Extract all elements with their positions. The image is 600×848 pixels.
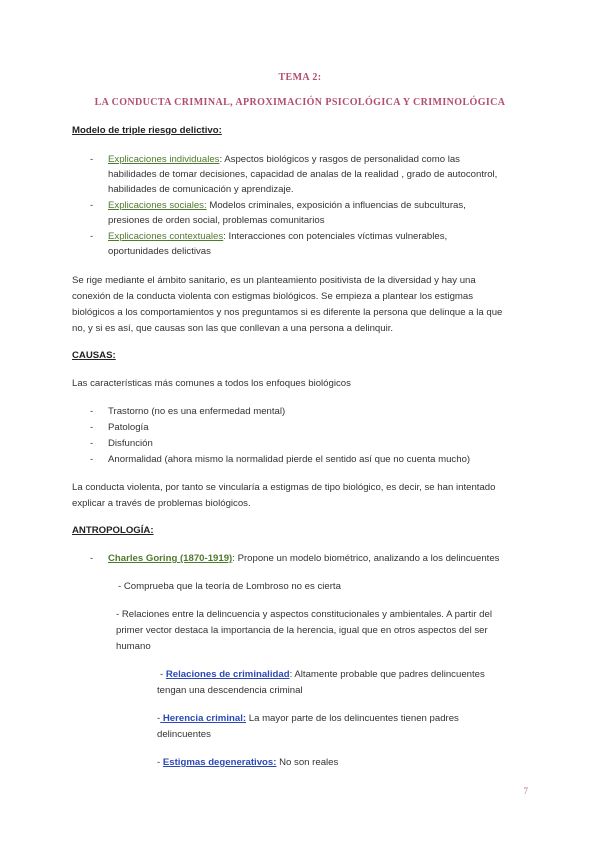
modelo-item-1 <box>108 152 460 168</box>
modelo-item-1-text: : Aspectos biológicos y rasgos de personalidad como las <box>219 154 460 165</box>
bullet-dash: - <box>90 154 94 165</box>
goring-item <box>108 551 499 567</box>
bullet-dash: - <box>157 713 161 724</box>
bullet-dash: - <box>90 406 94 417</box>
relaciones-criminalidad-item <box>160 667 485 683</box>
modelo-item-1-line3: habilidades de comunicación y aprendizaje. <box>108 184 294 195</box>
estigmas-degenerativos-item <box>157 755 338 771</box>
herencia-criminal-link[interactable]: Herencia criminal: <box>160 713 247 724</box>
herencia-criminal-line2: delincuentes <box>157 729 211 740</box>
document-title: LA CONDUCTA CRIMINAL, APROXIMACIÓN PSICOLÓGICA Y CRIMINOLÓGICA <box>94 97 506 108</box>
relaciones-criminalidad-text: : Altamente probable que padres delincuentes <box>289 669 485 680</box>
modelo-item-1-line2: habilidades de tomar decisiones, capacidad de analas de la realidad , grado de autocontrol, <box>108 169 498 180</box>
estigmas-degenerativos-text: No son reales <box>276 757 339 768</box>
bullet-dash: - <box>90 422 94 433</box>
paragraph-1-line3: biológicos a los comportamientos y nos preguntamos si es diferente la persona que delinque a la que <box>72 307 503 318</box>
causas-item-disfuncion: Disfunción <box>108 438 153 449</box>
goring-sub-relaciones-line1: - Relaciones entre la delincuencia y aspectos constitucionales y ambientales. A partir del <box>116 609 492 620</box>
bullet-dash: - <box>90 454 94 465</box>
causas-paragraph-line1: La conducta violenta, por tanto se vincularía a estigmas de tipo biológico, es decir, se han intentado <box>72 482 496 493</box>
relaciones-criminalidad-line2: tengan una descendencia criminal <box>157 685 303 696</box>
bullet-dash: - <box>157 757 161 768</box>
modelo-item-3-line2: oportunidades delictivas <box>108 246 211 257</box>
goring-text: : Propone un modelo biométrico, analizando a los delincuentes <box>232 553 500 564</box>
tema-label: TEMA 2: <box>278 72 322 83</box>
bullet-dash: - <box>90 200 94 211</box>
paragraph-1-line1: Se rige mediante el ámbito sanitario, es un planteamiento positivista de la diversidad y hay una <box>72 275 476 286</box>
goring-sub-relaciones-line3: humano <box>116 641 151 652</box>
bullet-dash: - <box>90 438 94 449</box>
causas-item-trastorno: Trastorno (no es una enfermedad mental) <box>108 406 286 417</box>
modelo-item-3 <box>108 229 447 245</box>
modelo-item-3-text: : Interacciones con potenciales víctimas vulnerables, <box>223 231 448 242</box>
goring-sub-relaciones-line2: primer vector destaca la importancia de la herencia, igual que en otros aspectos del ser <box>116 625 488 636</box>
bullet-dash: - <box>90 553 94 564</box>
modelo-item-2 <box>108 198 466 214</box>
modelo-item-2-line2: presiones de orden social, problemas comunitarios <box>108 215 325 226</box>
modelo-item-2-text: Modelos criminales, exposición a influencias de subculturas, <box>206 200 466 211</box>
relaciones-criminalidad-link[interactable]: Relaciones de criminalidad <box>165 669 290 680</box>
causas-item-anormalidad: Anormalidad (ahora mismo la normalidad pierde el sentido así que no cuenta mucho) <box>108 454 471 465</box>
causas-item-patologia: Patología <box>108 422 149 433</box>
bullet-dash: - <box>160 669 164 680</box>
page-number: 7 <box>523 786 528 796</box>
paragraph-1-line2: conexión de la conducta violenta con estigmas biológicos. Se empieza a plantear los estigmas <box>72 291 474 302</box>
estigmas-degenerativos-link[interactable]: Estigmas degenerativos: <box>162 757 277 768</box>
antropologia-heading: ANTROPOLOGÍA: <box>72 525 154 536</box>
causas-intro: Las características más comunes a todos los enfoques biológicos <box>72 378 351 389</box>
goring-sub-lombroso: - Comprueba que la teoría de Lombroso no es cierta <box>118 581 341 592</box>
term-explicaciones-contextuales[interactable]: Explicaciones contextuales <box>108 231 224 242</box>
herencia-criminal-text: La mayor parte de los delincuentes tienen padres <box>246 713 459 724</box>
term-explicaciones-individuales[interactable]: Explicaciones individuales <box>108 154 220 165</box>
charles-goring-link[interactable]: Charles Goring (1870-1919) <box>108 553 233 564</box>
causas-paragraph-line2: explicar a través de problemas biológicos. <box>72 498 251 509</box>
modelo-heading: Modelo de triple riesgo delictivo: <box>72 125 222 136</box>
paragraph-1-line4: no, y si es así, que causas son las que conllevan a una persona a delinquir. <box>72 323 394 334</box>
causas-heading: CAUSAS: <box>72 350 116 361</box>
term-explicaciones-sociales[interactable]: Explicaciones sociales: <box>108 200 207 211</box>
herencia-criminal-item <box>157 711 459 727</box>
bullet-dash: - <box>90 231 94 242</box>
